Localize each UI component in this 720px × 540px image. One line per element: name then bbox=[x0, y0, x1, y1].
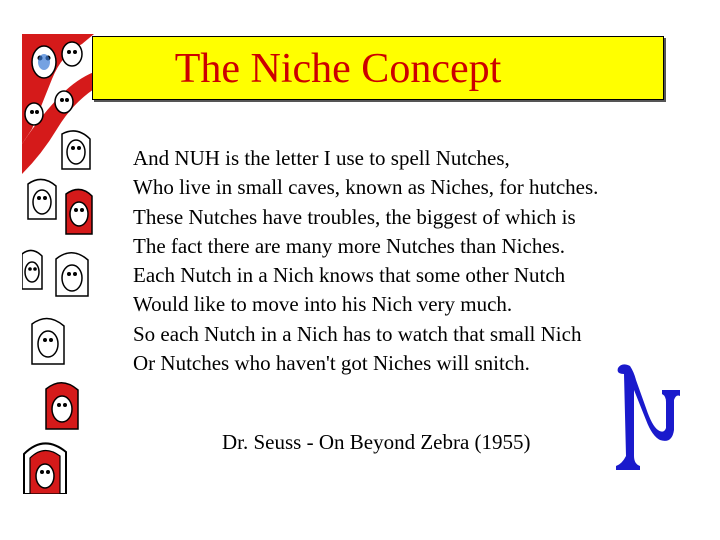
poem-line: And NUH is the letter I use to spell Nutches, bbox=[133, 146, 510, 170]
poem-line: Who live in small caves, known as Niches, for hutches. bbox=[133, 175, 599, 200]
title-banner bbox=[92, 36, 664, 100]
nutch-cartoon-strip-icon bbox=[22, 34, 94, 494]
poem-text bbox=[133, 144, 703, 378]
poem-line: So each Nutch in a Nich has to watch that small Nich bbox=[133, 321, 582, 346]
slide-title: The Niche Concept bbox=[174, 46, 502, 92]
poem-line: Would like to move into his Nich very much. bbox=[133, 292, 513, 317]
poem-line: These Nutches have troubles, the biggest of which is bbox=[133, 204, 576, 229]
attribution: Dr. Seuss - On Beyond Zebra (1955) bbox=[222, 430, 531, 454]
poem-line: Or Nutches who haven't got Niches will snitch. bbox=[133, 351, 530, 376]
nuh-letter-glyph-icon bbox=[612, 360, 682, 472]
poem-line: The fact there are many more Nutches than Niches. bbox=[133, 233, 566, 258]
poem-line: Each Nutch in a Nich knows that some other Nutch bbox=[133, 263, 566, 288]
